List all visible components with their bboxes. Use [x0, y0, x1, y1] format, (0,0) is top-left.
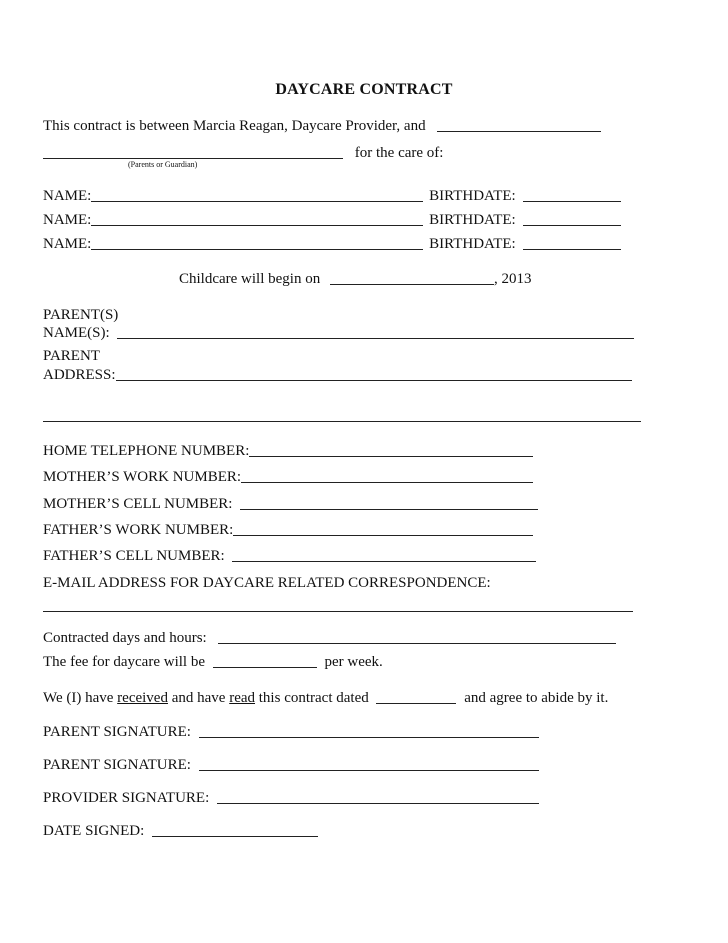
date-signed-blank[interactable]	[152, 834, 318, 835]
child-name-blank[interactable]	[91, 223, 423, 224]
agreement-text-4: and agree to abide by it.	[464, 690, 609, 706]
child-birthdate-blank[interactable]	[523, 223, 621, 224]
child-birthdate-label: BIRTHDATE:	[429, 212, 516, 228]
home-phone-label: HOME TELEPHONE NUMBER:	[43, 443, 250, 459]
parent-names-blank[interactable]	[117, 336, 634, 337]
mother-cell-blank[interactable]	[240, 507, 538, 508]
document-title: DAYCARE CONTRACT	[275, 81, 453, 98]
agreement-line	[43, 688, 608, 708]
child-row-3	[43, 234, 621, 254]
parent-signature-blank-2[interactable]	[199, 768, 539, 769]
fee-suffix: per week.	[324, 654, 383, 670]
parent-address-line	[43, 365, 632, 385]
child-row-1	[43, 186, 621, 206]
mother-cell-line	[43, 494, 538, 514]
child-name-blank[interactable]	[91, 199, 423, 200]
date-signed-line	[43, 821, 318, 841]
intro-line-2	[43, 143, 443, 163]
start-year-text: , 2013	[493, 271, 532, 287]
email-line	[43, 596, 633, 616]
fee-line	[43, 652, 383, 672]
start-date-blank[interactable]	[330, 282, 494, 283]
father-work-line	[43, 520, 533, 540]
parent-names-label-line-1: PARENT(S)	[43, 307, 119, 323]
contract-date-blank[interactable]	[376, 701, 456, 702]
father-cell-blank[interactable]	[232, 559, 536, 560]
child-birthdate-label: BIRTHDATE:	[429, 188, 516, 204]
child-name-label: NAME:	[43, 188, 92, 204]
provider-signature-line	[43, 788, 539, 808]
child-name-label: NAME:	[43, 212, 92, 228]
agreement-text-2: and have	[171, 690, 226, 706]
email-blank[interactable]	[43, 609, 633, 610]
parent-address-blank-2[interactable]	[43, 419, 641, 420]
father-work-blank[interactable]	[233, 533, 533, 534]
child-name-label: NAME:	[43, 236, 92, 252]
parent-guardian-blank[interactable]	[437, 129, 601, 130]
provider-signature-blank[interactable]	[217, 801, 539, 802]
parent-address-line-2	[43, 406, 641, 426]
email-label: E-MAIL ADDRESS FOR DAYCARE RELATED CORRESPONDENCE:	[43, 575, 491, 591]
mother-work-line	[43, 467, 533, 487]
intro-text: This contract is between Marcia Reagan, Daycare Provider, and	[43, 118, 426, 134]
father-work-label: FATHER’S WORK NUMBER:	[43, 522, 234, 538]
parent-address-label: ADDRESS:	[43, 367, 116, 383]
agreement-text-3: this contract dated	[258, 690, 369, 706]
mother-work-label: MOTHER’S WORK NUMBER:	[43, 469, 242, 485]
child-birthdate-blank[interactable]	[523, 247, 621, 248]
parent-signature-line-1	[43, 722, 539, 742]
provider-signature-label: PROVIDER SIGNATURE:	[43, 790, 210, 806]
parent-guardian-name-blank[interactable]	[43, 156, 343, 157]
days-hours-line	[43, 628, 616, 648]
days-hours-blank[interactable]	[218, 641, 616, 642]
agreement-text-1: We (I) have	[43, 690, 114, 706]
parent-signature-blank-1[interactable]	[199, 735, 539, 736]
father-cell-label: FATHER’S CELL NUMBER:	[43, 548, 225, 564]
mother-cell-label: MOTHER’S CELL NUMBER:	[43, 496, 233, 512]
child-name-blank[interactable]	[91, 247, 423, 248]
intro-line-1	[43, 116, 601, 136]
parent-names-label: NAME(S):	[43, 325, 110, 341]
parents-guardian-caption: (Parents or Guardian)	[128, 160, 198, 169]
mother-work-blank[interactable]	[241, 480, 533, 481]
home-phone-blank[interactable]	[249, 454, 533, 455]
fee-label: The fee for daycare will be	[43, 654, 205, 670]
start-date-line	[179, 269, 531, 289]
child-birthdate-label: BIRTHDATE:	[429, 236, 516, 252]
father-cell-line	[43, 546, 536, 566]
home-phone-line	[43, 441, 533, 461]
agreement-read: read	[229, 690, 256, 706]
care-of-text: for the care of:	[354, 145, 444, 161]
child-birthdate-blank[interactable]	[523, 199, 621, 200]
agreement-received: received	[117, 690, 168, 706]
date-signed-label: DATE SIGNED:	[43, 823, 145, 839]
start-date-text: Childcare will begin on	[179, 271, 321, 287]
parent-signature-line-2	[43, 755, 539, 775]
parent-address-label-line-1: PARENT	[43, 348, 100, 364]
parent-names-line	[43, 323, 634, 343]
child-row-2	[43, 210, 621, 230]
parent-signature-label-1: PARENT SIGNATURE:	[43, 724, 191, 740]
parent-signature-label-2: PARENT SIGNATURE:	[43, 757, 191, 773]
days-hours-label: Contracted days and hours:	[43, 630, 207, 646]
fee-blank[interactable]	[213, 665, 317, 666]
parent-address-blank[interactable]	[116, 378, 632, 379]
